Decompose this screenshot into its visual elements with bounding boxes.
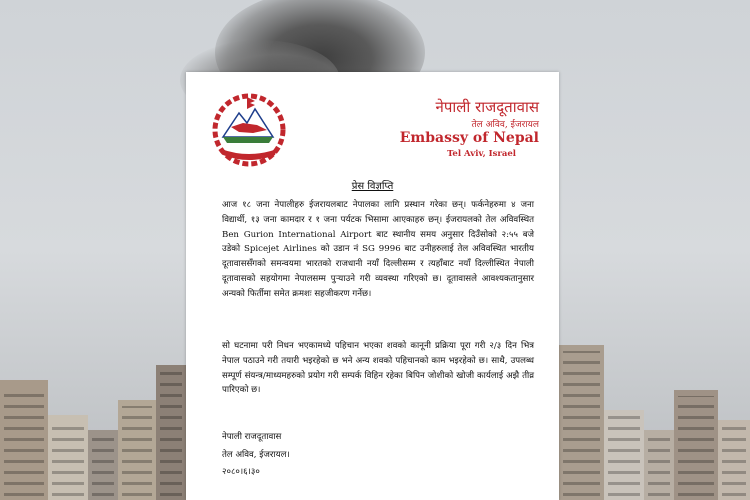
signature-date: २०८०।६।३० bbox=[222, 467, 260, 477]
signature-office: नेपाली राजदूतावास bbox=[222, 432, 282, 442]
signature-location: तेल अविव, ईजरायल। bbox=[222, 449, 290, 460]
letterhead-location-english: Tel Aviv, Israel bbox=[447, 149, 516, 159]
press-release-document bbox=[186, 72, 559, 500]
nepal-coat-of-arms-icon bbox=[209, 93, 289, 167]
document-title bbox=[186, 178, 559, 192]
letterhead-location-nepali: तेल अविव, ईजरायल bbox=[471, 120, 539, 130]
paragraph-1: आज १८ जना नेपालीहरु ईजरायलबाट नेपालका लागि प्रस्थान गरेका छन्। फर्कनेहरुमा ४ जना विद्यार्थी, १३ जना कामदार र १ जना पर्यटक भिसामा आएकाहरु छन्। ईजरायलको तेल अविवस्थित Ben Gurion International Airport बाट स्थानीय समय अनुसार दिउँसोको २:५५ बजे उडेको Spicejet Airlines को उडान नं SG 9996 बाट उनीहरुलाई तेल अविवस्थित भारतीय दूतावाससँगको समन्वयमा भारतको राजधानी नयाँ दिल्लीसम्म र त्यहाँबाट नयाँ दिल्लीस्थित नेपाली दूतावासको सहयोगमा नेपालसम्म पुर्‍याउने गरी व्यवस्था गरिएको छ। दूतावासले आवश्यकतानुसार अन्यको फिर्तीमा समेत क्रमशः सहजीकरण गर्नेछ। bbox=[222, 200, 534, 299]
letterhead-name-nepali: नेपाली राजदूतावास bbox=[435, 98, 539, 116]
document-title-text: प्रेस विज्ञप्ति bbox=[351, 181, 394, 192]
signature-block bbox=[222, 429, 290, 482]
paragraph-2: सो घटनामा परी निधन भएकामध्ये पहिचान भएका शवको कानूनी प्रक्रिया पूरा गरी २/३ दिन भित्र नेपाल पठाउने गरी तयारी भइरहेको छ भने अन्य शवको पहिचानको काम भइरहेको छ। साथै, उपलब्ध सम्पूर्ण संयन्त्र/माध्यमहरुको प्रयोग गरी सम्पर्क विहिन रहेका बिपिन जोशीको खोजी कार्यलाई अझै तीव्र पारिएको छ। bbox=[222, 341, 534, 396]
letterhead-name-english: Embassy of Nepal bbox=[399, 130, 539, 146]
